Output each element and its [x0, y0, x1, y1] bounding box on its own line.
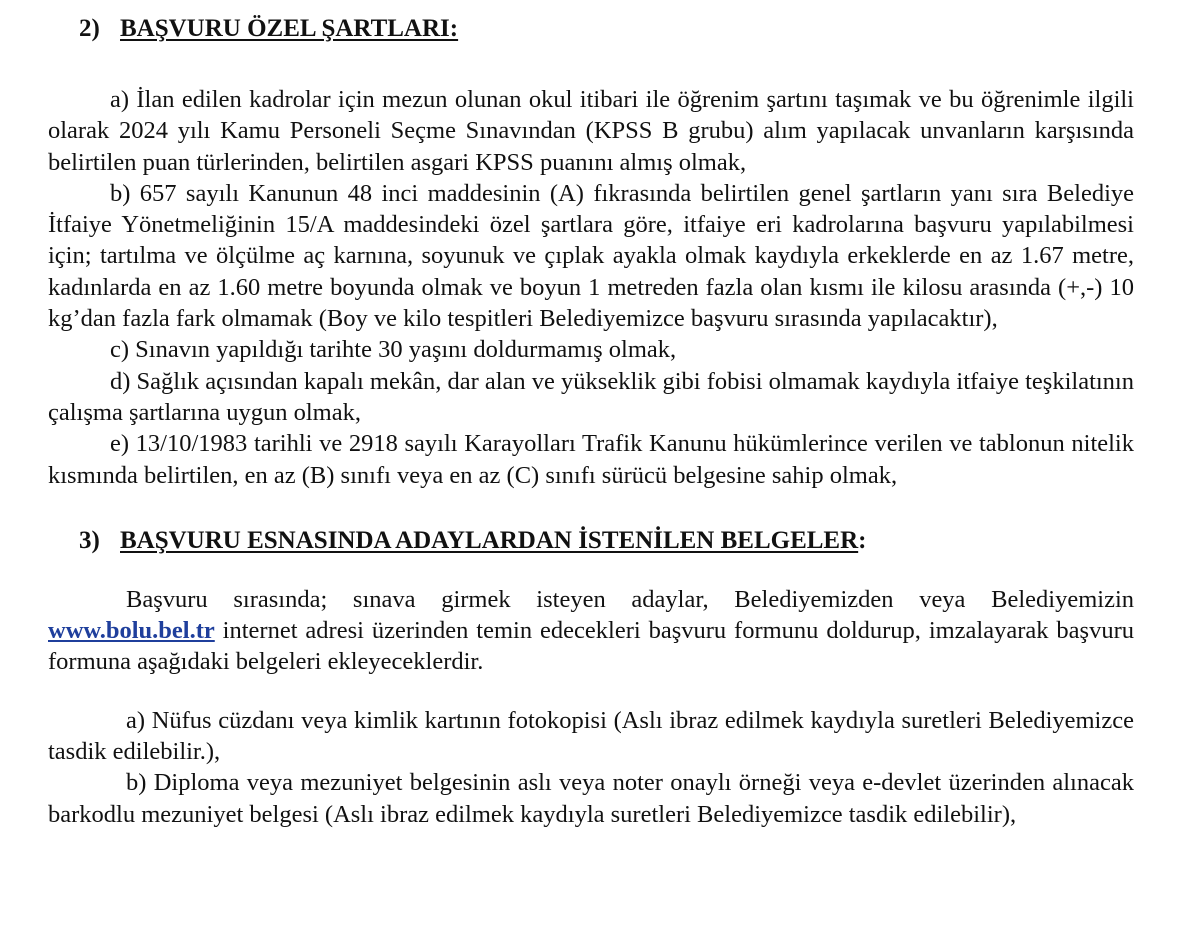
- section-2-title: BAŞVURU ÖZEL ŞARTLARI:: [120, 15, 459, 42]
- section-3-colon: :: [858, 526, 867, 554]
- section-2-item-e: e) 13/10/1983 tarihli ve 2918 sayılı Karayolları Trafik Kanunu hükümlerince verilen ve tablonun nitelik kısmında belirtilen, en az (B) sınıfı veya en az (C) sınıfı sürücü belgesine sahip olmak,: [48, 430, 1134, 489]
- website-link[interactable]: www.bolu.bel.tr: [48, 617, 215, 645]
- section-3-intro: [48, 584, 1134, 678]
- section-2-item-c: c) Sınavın yapıldığı tarihte 30 yaşını doldurmamış olmak,: [110, 336, 677, 364]
- document-page: [48, 12, 1134, 830]
- section-3-title: BAŞVURU ESNASINDA ADAYLARDAN İSTENİLEN BELGELER: [120, 526, 859, 554]
- section-2-item-b: b) 657 sayılı Kanunun 48 inci maddesinin (A) fıkrasında belirtilen genel şartların yanı sıra Belediye İtfaiye Yönetmeliğinin 15/A maddesindeki özel şartlara göre, itfaiye eri kadrolarına başvuru yapılabilmesi için; tartılma ve ölçülme aç karnına, soyunuk ve çıplak ayakla olmak kaydıyla erkeklerde en az 1.67 metre, kadınlarda en az 1.60 metre boyunda olmak ve boyun 1 metreden fazla olan kısmı ile kilosu arasında (+,-) 10 kg’dan fazla fark olmamak (Boy ve kilo tespitleri Belediyemizce başvuru sırasında yapılacaktır),: [48, 179, 1134, 333]
- section-3-list: [48, 705, 1134, 830]
- section-2-number: 2): [79, 15, 100, 42]
- section-3-intro-before: Başvuru sırasında; sınava girmek isteyen adaylar, Belediyemizden veya Belediyemizin: [126, 585, 1134, 613]
- section-2-body: [48, 84, 1134, 491]
- section-3-item-b: b) Diploma veya mezuniyet belgesinin aslı veya noter onaylı örneği veya e-devlet üzerinden alınacak barkodlu mezuniyet belgesi (Aslı ibraz edilmek kaydıyla suretleri Belediyemizce tasdik edilebilir),: [48, 769, 1134, 828]
- section-3-heading: [48, 524, 1134, 558]
- section-2-item-d: d) Sağlık açısından kapalı mekân, dar alan ve yükseklik gibi fobisi olmamak kaydıyla itfaiye teşkilatının çalışma şartlarına uygun olmak,: [48, 367, 1134, 426]
- section-3-number: 3): [79, 526, 100, 554]
- section-3-item-a: a) Nüfus cüzdanı veya kimlik kartının fotokopisi (Aslı ibraz edilmek kaydıyla suretleri Belediyemizce tasdik edilebilir.),: [48, 706, 1134, 766]
- section-2-heading: [48, 12, 1134, 46]
- section-2-item-a: a) İlan edilen kadrolar için mezun olunan okul itibari ile öğrenim şartını taşımak ve bu öğrenimle ilgili olarak 2024 yılı Kamu Personeli Seçme Sınavından (KPSS B grubu) alım yapılacak unvanların karşısında belirtilen puan türlerinden, belirtilen asgari KPSS puanını almış olmak,: [48, 86, 1134, 176]
- section-3-intro-after: internet adresi üzerinden temin edecekleri başvuru formunu doldurup, imzalayarak başvuru formuna aşağıdaki belgeleri ekleyeceklerdir.: [48, 617, 1134, 676]
